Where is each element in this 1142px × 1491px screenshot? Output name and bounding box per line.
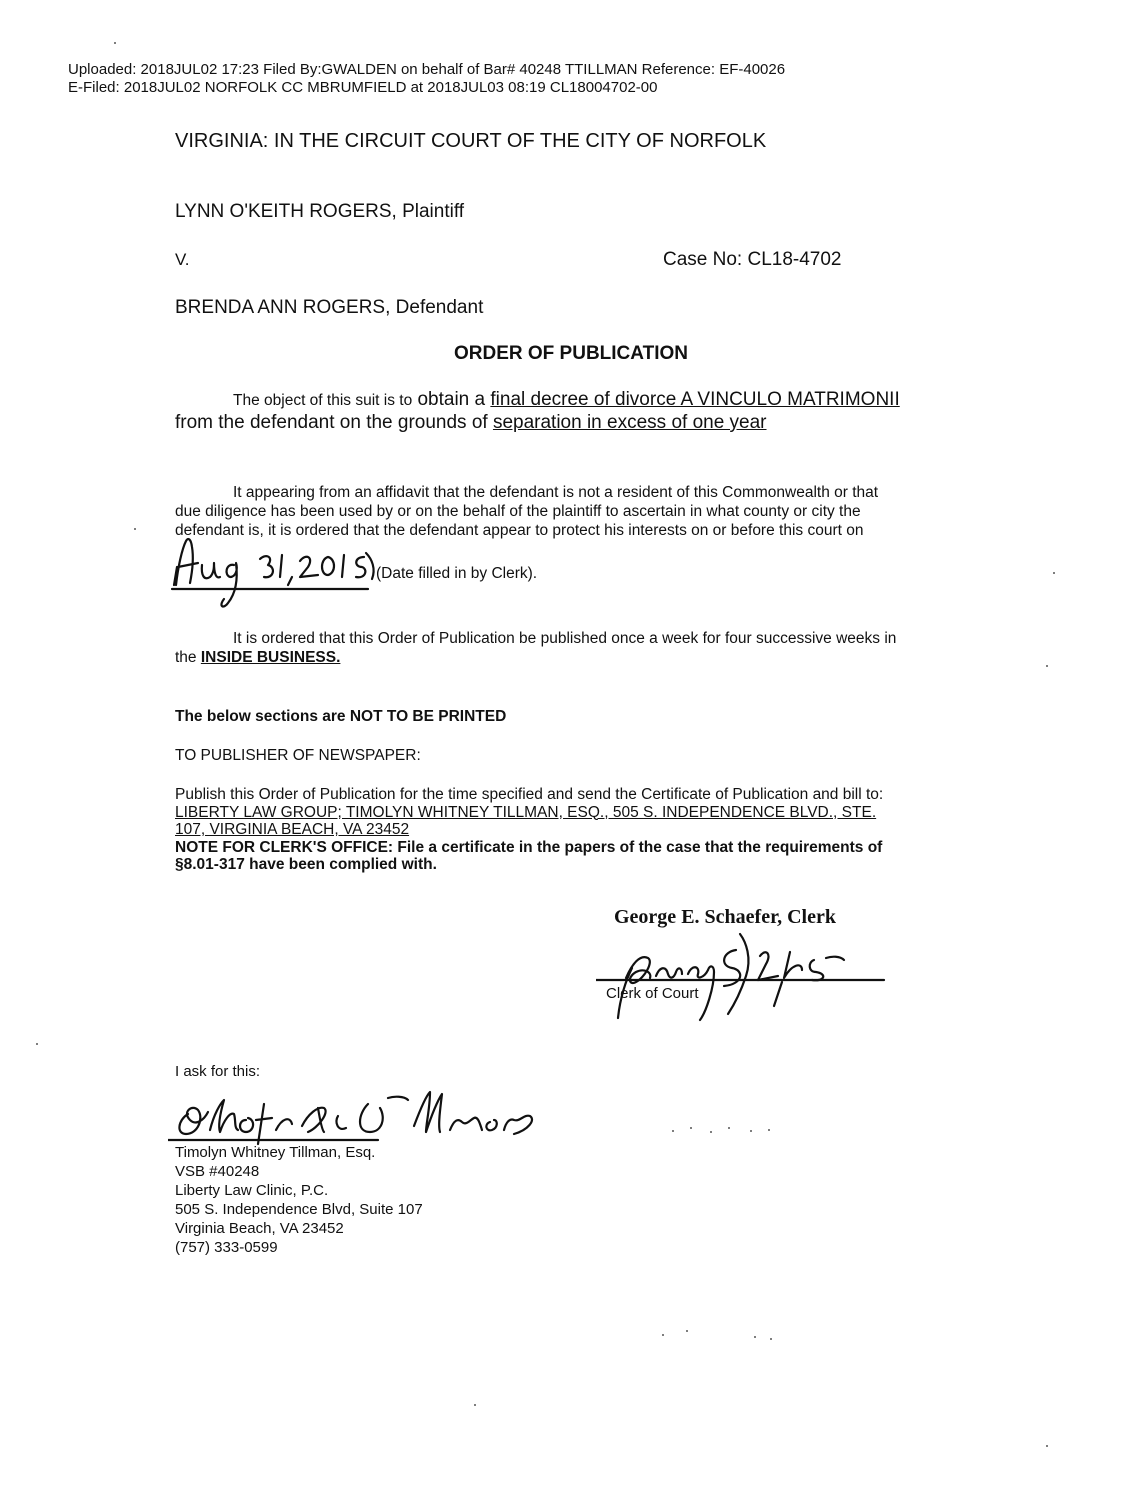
scan-speck (134, 528, 136, 530)
scan-speck (114, 42, 116, 44)
attorney-vsb: VSB #40248 (175, 1163, 260, 1180)
firm-name: Liberty Law Clinic, P.C. (175, 1182, 329, 1199)
billing-address-line-1: LIBERTY LAW GROUP; TIMOLYN WHITNEY TILLMAN, ESQ., 505 S. INDEPENDENCE BLVD., STE. (175, 803, 877, 821)
scan-speck (1053, 572, 1055, 574)
billing-address-line-2: 107, VIRGINIA BEACH, VA 23452 (175, 821, 410, 838)
defendant-line: BRENDA ANN ROGERS, Defendant (175, 297, 484, 318)
scan-speck (728, 1127, 730, 1129)
plaintiff-line: LYNN O'KEITH ROGERS, Plaintiff (175, 201, 465, 222)
scan-speck (672, 1130, 674, 1132)
scan-speck (754, 1336, 756, 1338)
filing-stamp-line-2: E-Filed: 2018JUL02 NORFOLK CC MBRUMFIELD at 2018JUL03 08:19 CL18004702-00 (68, 79, 658, 96)
affidavit-line-1: It appearing from an affidavit that the defendant is not a resident of this Commonwealth or that (233, 484, 879, 501)
scan-speck (1046, 665, 1048, 667)
attorney-name: Timolyn Whitney Tillman, Esq. (175, 1144, 376, 1161)
scan-speck (686, 1330, 688, 1332)
clerk-name: George E. Schaefer, Clerk (614, 906, 836, 928)
filing-stamp-line-1: Uploaded: 2018JUL02 17:23 Filed By:GWALDEN on behalf of Bar# 40248 TTILLMAN Reference: EF-40026 (68, 61, 786, 78)
scan-speck (690, 1127, 692, 1129)
scan-speck (1046, 1445, 1048, 1447)
not-printed-heading: The below sections are NOT TO BE PRINTED (175, 708, 507, 725)
affidavit-line-2: due diligence has been used by or on the behalf of the plaintiff to ascertain in what county or city the (175, 503, 861, 520)
publish-line2-prefix: the (175, 649, 197, 666)
to-publisher: TO PUBLISHER OF NEWSPAPER: (175, 747, 421, 764)
firm-street: 505 S. Independence Blvd, Suite 107 (175, 1201, 423, 1218)
object-prefix: obtain a (417, 389, 486, 410)
clerk-signature (596, 928, 886, 1028)
attorney-contact (175, 1143, 423, 1257)
object-line-1 (233, 389, 900, 411)
scan-speck (768, 1129, 770, 1131)
publish-line-1: It is ordered that this Order of Publication be published once a week for four successive weeks in (233, 630, 897, 647)
clerk-of-court-label: Clerk of Court (606, 985, 699, 1002)
decree-type: final decree of divorce A VINCULO MATRIMONII (490, 389, 900, 410)
court-heading: VIRGINIA: IN THE CIRCUIT COURT OF THE CITY OF NORFOLK (175, 130, 767, 152)
affidavit-line-3: defendant is, it is ordered that the defendant appear to protect his interests on or before this court on (175, 522, 864, 539)
versus: V. (175, 250, 190, 269)
scan-speck (36, 1043, 38, 1045)
scan-speck (770, 1338, 772, 1340)
publish-paragraph (175, 629, 896, 667)
scan-speck (710, 1131, 712, 1133)
document-title: ORDER OF PUBLICATION (454, 343, 688, 364)
object-prefix-small: The object of this suit is to (233, 392, 413, 409)
object-line-2 (175, 412, 767, 434)
instruction-line-1: Publish this Order of Publication for the time specified and send the Certificate of Publication and bill to: (175, 786, 884, 803)
clerk-note-line-1: NOTE FOR CLERK'S OFFICE: File a certificate in the papers of the case that the requirements of (175, 838, 883, 856)
object-line2-prefix: from the defendant on the grounds of (175, 412, 488, 433)
attorney-signature (168, 1074, 538, 1146)
scan-speck (474, 1404, 476, 1406)
date-note: (Date filled in by Clerk). (376, 565, 538, 582)
divorce-grounds: separation in excess of one year (492, 412, 767, 433)
case-number: Case No: CL18-4702 (663, 249, 842, 270)
newspaper-name: INSIDE BUSINESS. (200, 649, 341, 666)
firm-phone: (757) 333-0599 (175, 1239, 278, 1256)
clerk-note-line-2: §8.01-317 have been complied with. (175, 856, 437, 873)
firm-city: Virginia Beach, VA 23452 (175, 1220, 344, 1237)
scan-speck (662, 1334, 664, 1336)
ask-for-this: I ask for this: (175, 1063, 261, 1080)
publisher-instructions (175, 786, 883, 874)
handwritten-date (168, 527, 388, 611)
scan-speck (750, 1130, 752, 1132)
